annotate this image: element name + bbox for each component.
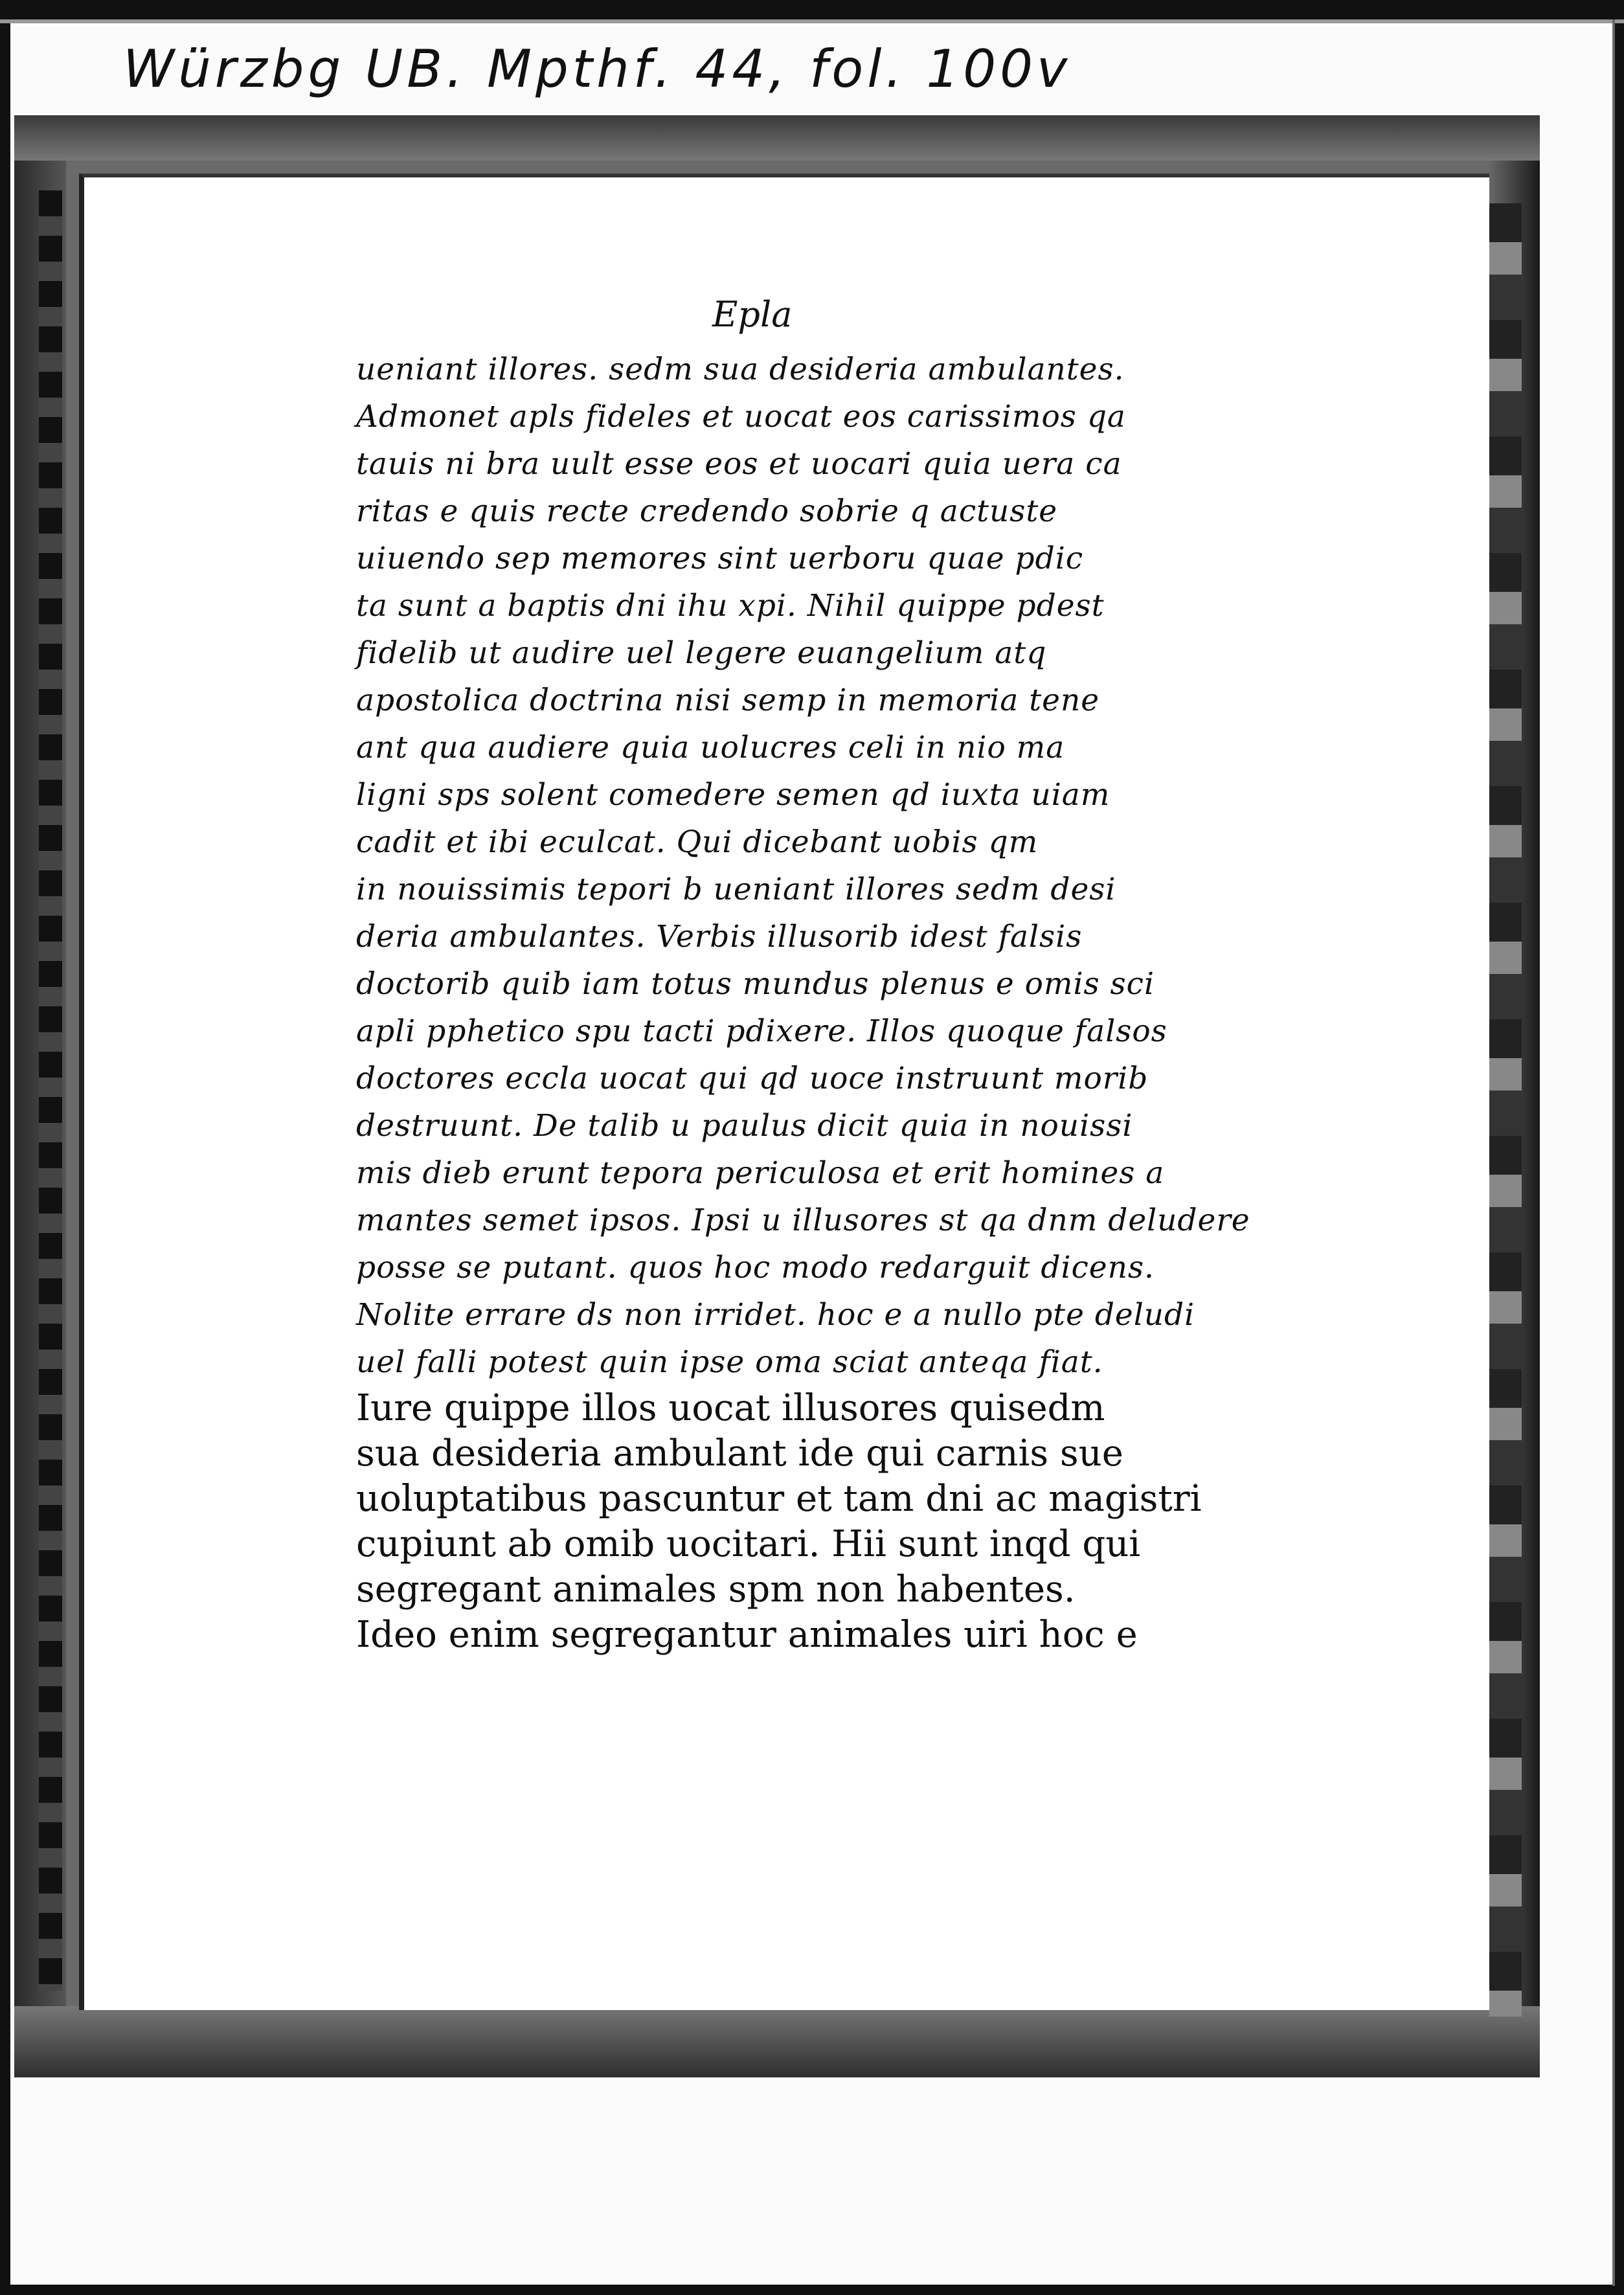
manuscript-text: [356, 346, 1444, 1658]
text-line: posse se putant. quos hoc modo redarguit dicens.: [356, 1250, 1155, 1285]
frame-top-border: [0, 0, 1624, 19]
text-line-later-hand: cupiunt ab omib uocitari. Hii sunt inqd qui: [356, 1523, 1141, 1565]
book-binding: [39, 190, 62, 1991]
text-line: destruunt. De talib u paulus dicit quia in nouissi: [356, 1108, 1133, 1144]
manuscript-photocopy: [14, 115, 1540, 2077]
text-line: cadit et ibi eculcat. Qui dicebant uobis qm: [356, 824, 1039, 860]
text-line: mis dieb erunt tepora periculosa et erit homines a: [356, 1155, 1165, 1191]
text-line-later-hand: Ideo enim segregantur animales uiri hoc e: [356, 1614, 1138, 1656]
text-line: ligni sps solent comedere semen qd iuxta uiam: [356, 777, 1111, 813]
running-heading: Epla: [712, 294, 793, 335]
manuscript-leaf: [79, 174, 1489, 2010]
shelfmark-annotation: Würzbg UB. Mpthf. 44, fol. 100v: [123, 39, 1072, 99]
text-line: doctorib quib iam totus mundus plenus e omis sci: [356, 966, 1155, 1002]
text-line: Nolite errare ds non irridet. hoc e a nullo pte deludi: [356, 1297, 1195, 1333]
right-rule: [1612, 19, 1615, 2286]
frame-bottom-border: [0, 2285, 1624, 2295]
text-line: Admonet apls fideles et uocat eos carissimos qa: [356, 399, 1126, 435]
text-line: ta sunt a baptis dni ihu xpi. Nihil quippe pdest: [356, 588, 1105, 624]
text-line: deria ambulantes. Verbis illusorib idest falsis: [356, 919, 1083, 955]
text-line: ant qua audiere quia uolucres celi in nio ma: [356, 730, 1065, 765]
text-line: doctores eccla uocat qui qd uoce instruunt morib: [356, 1061, 1149, 1096]
text-line-later-hand: uoluptatibus pascuntur et tam dni ac magistri: [356, 1478, 1202, 1520]
text-line: uiuendo sep memores sint uerboru quae pdic: [356, 541, 1084, 576]
text-line: in nouissimis tepori b ueniant illores sedm desi: [356, 872, 1116, 907]
scan-bottom-shadow: [14, 2006, 1540, 2077]
text-line-later-hand: segregant animales spm non habentes.: [356, 1568, 1076, 1611]
frame-right-border: [1615, 0, 1624, 2295]
scan-top-shadow: [14, 115, 1540, 161]
text-line-later-hand: Iure quippe illos uocat illusores quisedm: [356, 1387, 1105, 1429]
page-fore-edge: [1489, 203, 1522, 2017]
text-line: ritas e quis recte credendo sobrie q actuste: [356, 493, 1058, 529]
frame-left-border: [0, 0, 10, 2295]
text-line: ueniant illores. sedm sua desideria ambulantes.: [356, 352, 1125, 387]
text-line: apli pphetico spu tacti pdixere. Illos quoque falsos: [356, 1013, 1167, 1049]
text-line: uel falli potest quin ipse oma sciat anteqa fiat.: [356, 1344, 1103, 1380]
text-line-later-hand: sua desideria ambulant ide qui carnis sue: [356, 1432, 1123, 1475]
top-rule: [0, 19, 1624, 23]
text-line: tauis ni bra uult esse eos et uocari quia uera ca: [356, 446, 1122, 482]
text-line: mantes semet ipsos. Ipsi u illusores st qa dnm deludere: [356, 1203, 1250, 1238]
text-line: fidelib ut audire uel legere euangelium atq: [356, 635, 1047, 671]
text-line: apostolica doctrina nisi semp in memoria tene: [356, 683, 1100, 718]
